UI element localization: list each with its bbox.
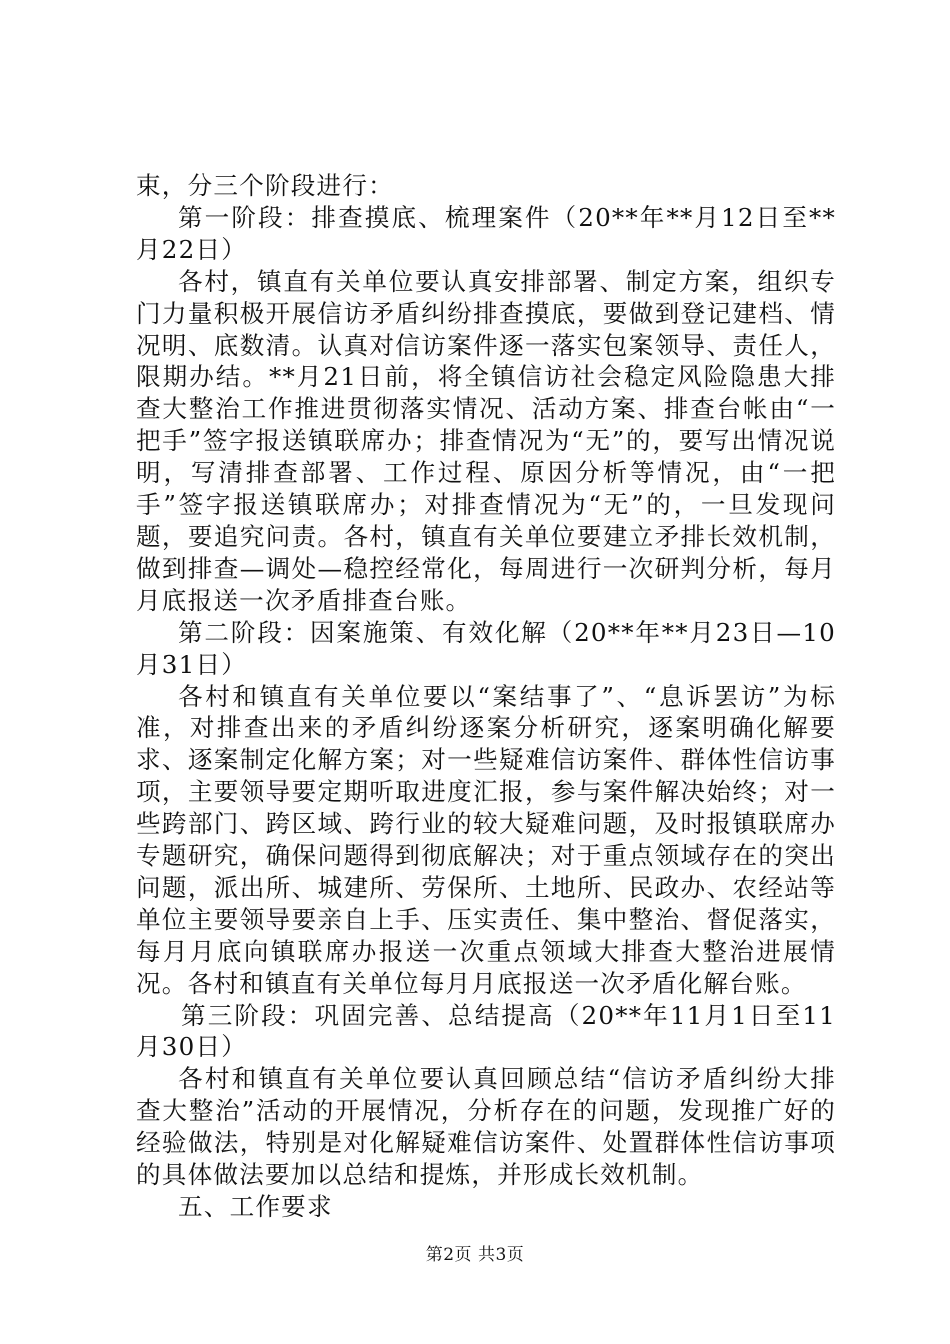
- section-five-heading: 五、工作要求: [178, 1192, 333, 1221]
- document-body: [136, 170, 836, 1223]
- stage-three-body: 各村和镇直有关单位要认真回顾总结“信访矛盾纠纷大排查大整治”活动的开展情况，分析存在的问题，发现推广好的经验做法，特别是对化解疑难信访案件、处置群体性信访事项的具体做法要加以总结和提炼，并形成长效机制。: [136, 1064, 836, 1190]
- stage-one-heading: 第一阶段：排查摸底、梳理案件（20**年**月12日至**月22日）: [136, 202, 836, 264]
- stage-two-heading: 第二阶段：因案施策、有效化解（20**年**月23日—10月31日）: [136, 617, 836, 679]
- paragraph-continuation: 束，分三个阶段进行：: [136, 171, 394, 200]
- stage-three-heading: 第三阶段：巩固完善、总结提高（20**年11月1日至11月30日）: [136, 1000, 836, 1062]
- stage-two-body: 各村和镇直有关单位要以“案结事了”、“息诉罢访”为标准，对排查出来的矛盾纠纷逐案分析研究，逐案明确化解要求、逐案制定化解方案；对一些疑难信访案件、群体性信访事项，主要领导要定期听取进度汇报，参与案件解决始终；对一些跨部门、跨区域、跨行业的较大疑难问题，及时报镇联席办专题研究，确保问题得到彻底解决；对于重点领域存在的突出问题，派出所、城建所、劳保所、土地所、民政办、农经站等单位主要领导要亲自上手、压实责任、集中整治、督促落实，每月月底向镇联席办报送一次重点领域大排查大整治进展情况。各村和镇直有关单位每月月底报送一次矛盾化解台账。: [136, 681, 836, 998]
- page-number-footer: 第2页 共3页: [425, 1245, 525, 1265]
- stage-one-body: 各村，镇直有关单位要认真安排部署、制定方案，组织专门力量积极开展信访矛盾纠纷排查摸底，要做到登记建档、情况明、底数清。认真对信访案件逐一落实包案领导、责任人，限期办结。**月21日前，将全镇信访社会稳定风险隐患大排查大整治工作推进贯彻落实情况、活动方案、排查台帐由“一把手”签字报送镇联席办；排查情况为“无”的，要写出情况说明，写清排查部署、工作过程、原因分析等情况，由“一把手”签字报送镇联席办；对排查情况为“无”的，一旦发现问题，要追究问责。各村，镇直有关单位要建立矛排长效机制，做到排查—调处—稳控经常化，每周进行一次研判分析，每月月底报送一次矛盾排查台账。: [136, 266, 836, 615]
